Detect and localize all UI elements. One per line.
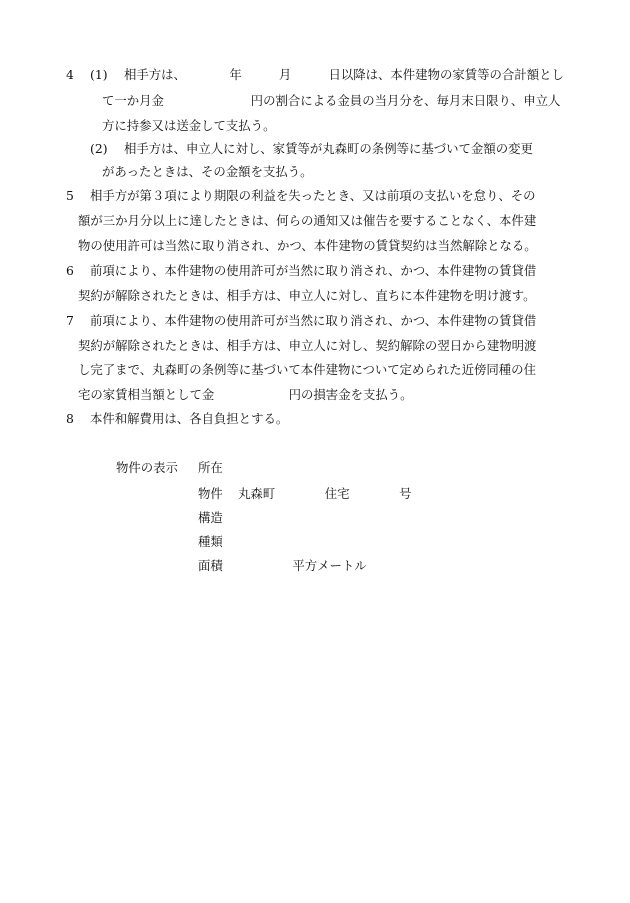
property-value-area: 平方メートル: [218, 558, 367, 573]
property-label-location: 所在: [198, 460, 223, 475]
clause-7-line-2: 契約が解除されたときは、相手方は、申立人に対し、契約解除の翌日から建物明渡: [78, 338, 537, 353]
property-label-structure: 構造: [198, 510, 223, 525]
clause-8-number: 8: [66, 411, 74, 426]
clause-4-sub2-line-2: があったときは、その金額を支払う。: [102, 164, 313, 179]
property-value-building: 丸森町 住宅 号: [238, 486, 412, 501]
clause-6-line-1: 前項により、本件建物の使用許可が当然に取り消され、かつ、本件建物の賃貸借: [90, 263, 537, 278]
clause-7-number: 7: [66, 313, 74, 328]
clause-5-line-3: 物の使用許可は当然に取り消され、かつ、本件建物の賃貸契約は当然解除となる。: [78, 238, 537, 253]
property-label-building: 物件: [198, 486, 223, 501]
clause-4-sub1-line-1: 相手方は、 年 月 日以降は、本件建物の家賃等の合計額とし: [124, 67, 564, 82]
clause-5-line-2: 額が三か月分以上に達したときは、何らの通知又は催告を要することなく、本件建: [78, 213, 537, 228]
clause-8-line-1: 本件和解費用は、各自負担とする。: [90, 411, 289, 426]
clause-7-line-4: 宅の家賃相当額として金 円の損害金を支払う。: [78, 387, 413, 402]
clause-4-number: 4: [66, 67, 74, 82]
clause-7-line-1: 前項により、本件建物の使用許可が当然に取り消され、かつ、本件建物の賃貸借: [90, 313, 537, 328]
clause-5-number: 5: [66, 188, 74, 203]
property-label-area: 面積: [198, 558, 223, 573]
clause-6-line-2: 契約が解除されたときは、相手方は、申立人に対し、直ちに本件建物を明け渡す。: [78, 288, 536, 303]
clause-5-line-1: 相手方が第３項により期限の利益を失ったとき、又は前項の支払いを怠り、その: [90, 188, 536, 203]
clause-4-sub1-number: (1): [90, 67, 108, 82]
clause-4-sub1-line-2: て一か月金 円の割合による金員の当月分を、毎月末日限り、申立人: [102, 93, 561, 108]
clause-4-sub2-number: (2): [90, 141, 108, 156]
clause-4-sub1-line-3: 方に持参又は送金して支払う。: [102, 118, 276, 133]
clause-4-sub2-line-1: 相手方は、申立人に対し、家賃等が丸森町の条例等に基づいて金額の変更: [124, 141, 533, 156]
property-heading: 物件の表示: [116, 460, 178, 475]
clause-6-number: 6: [66, 263, 74, 278]
property-label-type: 種類: [198, 534, 223, 549]
clause-7-line-3: し完了まで、丸森町の条例等に基づいて本件建物について定められた近傍同種の住: [78, 362, 536, 377]
